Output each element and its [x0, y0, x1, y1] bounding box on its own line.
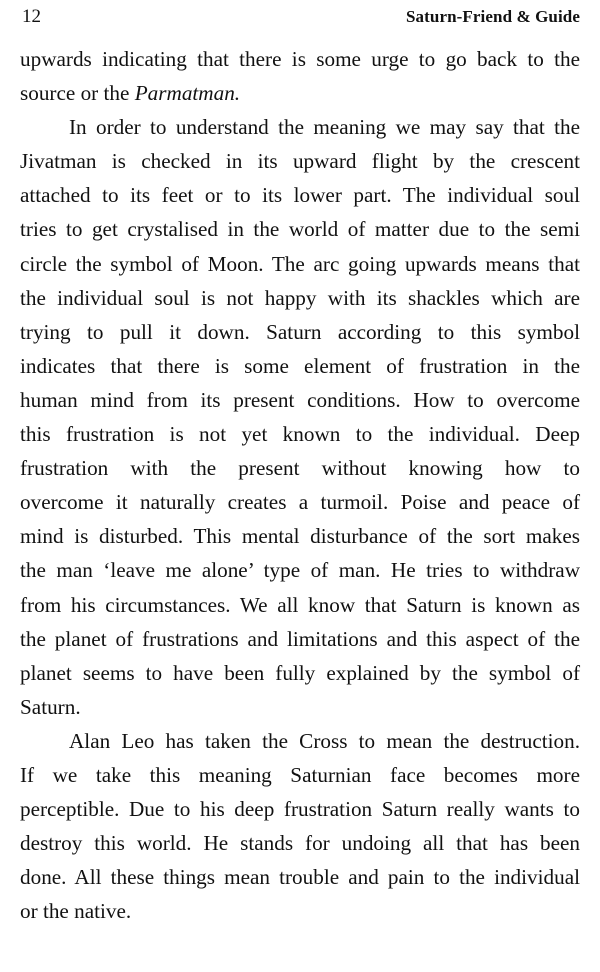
- text-line: done. All these things mean trouble and pain to the individual: [20, 865, 580, 890]
- text-line: upwards indicating that there is some urge to go back to the: [20, 47, 580, 71]
- text-line: perceptible. Due to his deep frustration Saturn really wants to: [20, 797, 580, 822]
- page-number: 12: [22, 6, 41, 27]
- running-title: Saturn-Friend & Guide: [405, 7, 580, 26]
- body-text: [20, 42, 580, 928]
- text-line: Saturn.: [20, 694, 81, 719]
- text-line: destroy this world. He stands for undoing all that has been: [20, 831, 580, 856]
- text-line: Alan Leo has taken the Cross to mean the destruction.: [69, 728, 580, 753]
- text-line: overcome it naturally creates a turmoil. Poise and peace of: [20, 490, 580, 515]
- text-line: the individual soul is not happy with its shackles which are: [20, 285, 580, 310]
- text-line: human mind from its present conditions. How to overcome: [20, 387, 580, 412]
- text-line: from his circumstances. We all know that Saturn is known as: [20, 592, 580, 617]
- running-header: [22, 6, 580, 32]
- text-line: source or the Parmatman.: [20, 81, 241, 106]
- text-line: indicates that there is some element of frustration in the: [20, 353, 580, 378]
- text-line: the man ‘leave me alone’ type of man. He tries to withdraw: [20, 558, 580, 583]
- text-line: the planet of frustrations and limitations and this aspect of the: [20, 626, 580, 651]
- text-line: tries to get crystalised in the world of matter due to the semi: [20, 217, 580, 242]
- text-line: mind is disturbed. This mental disturbance of the sort makes: [20, 524, 580, 549]
- text-line: Jivatman is checked in its upward flight by the crescent: [20, 149, 580, 174]
- text-line: In order to understand the meaning we may say that the: [69, 115, 580, 140]
- italic-term: Parmatman.: [134, 81, 241, 106]
- text-line: attached to its feet or to its lower part. The individual soul: [20, 183, 580, 208]
- text-line: planet seems to have been fully explained by the symbol of: [20, 660, 580, 685]
- text-line: circle the symbol of Moon. The arc going upwards means that: [20, 251, 580, 276]
- paragraph-3: [20, 724, 580, 929]
- paragraph-2: [20, 110, 580, 724]
- paragraph-1: [20, 42, 580, 110]
- text-line: If we take this meaning Saturnian face becomes more: [20, 762, 580, 787]
- text-line: this frustration is not yet known to the individual. Deep: [20, 422, 580, 447]
- text-line: trying to pull it down. Saturn according to this symbol: [20, 319, 580, 344]
- text-line: or the native.: [20, 899, 132, 924]
- text-line: frustration with the present without knowing how to: [20, 456, 580, 481]
